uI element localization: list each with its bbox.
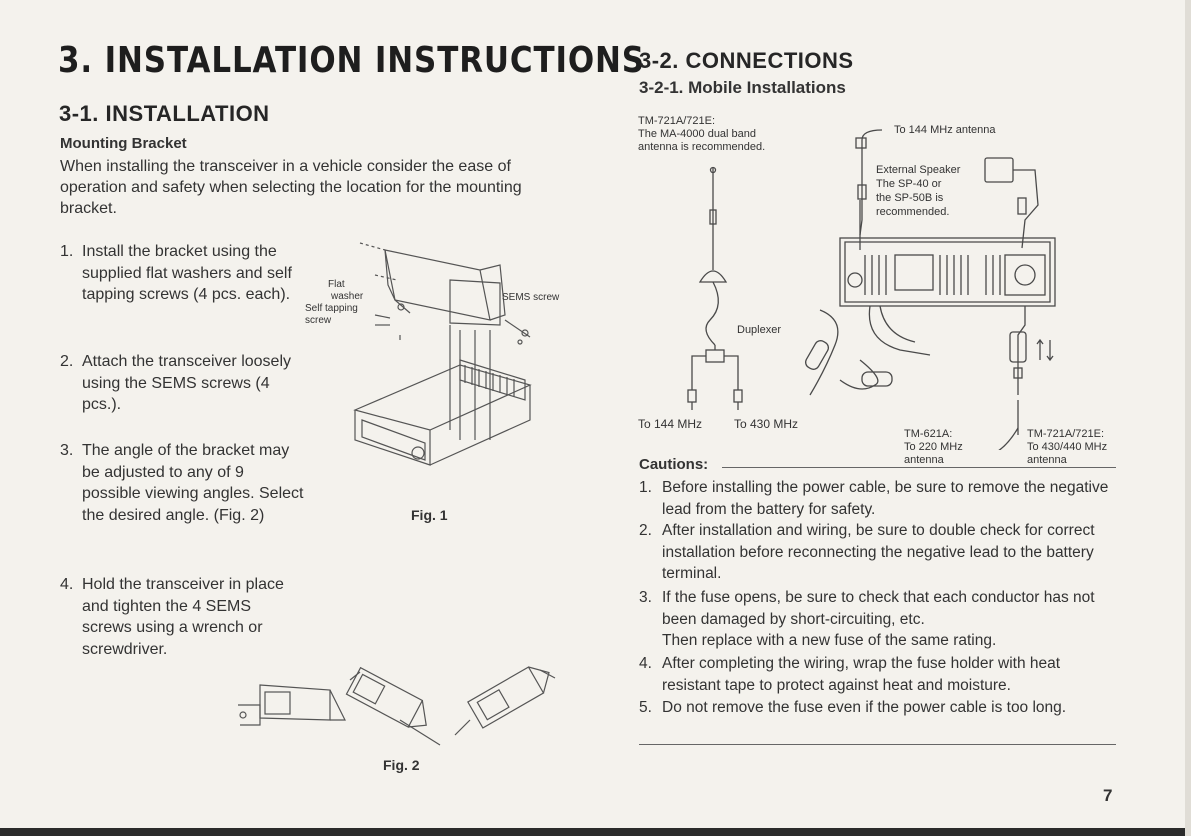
diagram-to144: To 144 MHz xyxy=(638,417,703,431)
diagram-ext-speaker: External Speaker xyxy=(876,164,961,176)
fig2-angle-illustration xyxy=(230,650,570,760)
install-step-2 xyxy=(60,351,305,416)
install-step-4 xyxy=(60,574,305,660)
fig1-caption: Fig. 1 xyxy=(411,507,448,523)
subheading-mounting-bracket: Mounting Bracket xyxy=(60,135,187,152)
diagram-duplexer: Duplexer xyxy=(737,324,782,336)
diagram-ma-line2: antenna is recommended. xyxy=(638,141,766,153)
diagram-tm721-line1: TM-721A/721E: xyxy=(1027,428,1105,440)
caution-item-3 xyxy=(639,587,1119,652)
caution-item-4 xyxy=(639,653,1119,696)
caution-text: If the fuse opens, be sure to check that each conductor has not been damaged by short-circuiting, etc. xyxy=(662,589,1095,628)
caution-text: After completing the wiring, wrap the fuse holder with heat resistant tape to protect against heat and moisture. xyxy=(662,655,1061,694)
step-number: 3. xyxy=(60,442,74,459)
section-heading-connections: 3-2. CONNECTIONS xyxy=(639,48,854,73)
step-number: 4. xyxy=(60,576,74,593)
cautions-rule xyxy=(722,467,1116,468)
diagram-to144-antenna: To 144 MHz antenna xyxy=(894,124,996,136)
diagram-tm721-line3: antenna xyxy=(1027,454,1067,466)
step-number: 1. xyxy=(60,243,74,260)
label-sems-screw: SEMS screw xyxy=(502,292,560,303)
caution-item-5 xyxy=(639,697,1119,719)
cautions-heading: Cautions: xyxy=(639,456,709,473)
intro-paragraph: When installing the transceiver in a vehicle consider the ease of operation and safety when selecting the location for the mounting bracket. xyxy=(60,158,522,217)
label-washer: washer xyxy=(331,291,364,302)
step-text: Attach the transceiver loosely using the SEMS screws (4 pcs.). xyxy=(82,353,291,413)
caution-item-2 xyxy=(639,520,1119,585)
page-title: 3. INSTALLATION INSTRUCTIONS xyxy=(58,40,645,81)
diagram-tm621-line2: To 220 MHz xyxy=(904,441,963,453)
diagram-tm621-line1: TM-621A: xyxy=(904,428,953,440)
caution-text: Before installing the power cable, be sure to remove the negative lead from the battery for safety. xyxy=(662,479,1109,518)
page-number: 7 xyxy=(1103,786,1113,805)
diagram-model-line: TM-721A/721E: xyxy=(638,115,716,127)
page-bottom-edge xyxy=(0,828,1191,836)
diagram-sp-line2: the SP-50B is xyxy=(876,192,944,204)
caution-number: 1. xyxy=(639,479,652,496)
diagram-sp-line1: The SP-40 or xyxy=(876,178,942,190)
diagram-tm721-line2: To 430/440 MHz xyxy=(1027,441,1108,453)
step-number: 2. xyxy=(60,353,74,370)
diagram-to430: To 430 MHz xyxy=(734,417,799,431)
step-text: Hold the transceiver in place and tighten the 4 SEMS screws using a wrench or screwdriver. xyxy=(82,576,284,658)
section-heading-installation: 3-1. INSTALLATION xyxy=(59,101,270,126)
diagram-tm621-line3: antenna xyxy=(904,454,944,466)
step-text: The angle of the bracket may be adjusted to any of 9 possible viewing angles. Select the desired angle. (Fig. 2) xyxy=(82,442,304,524)
fig1-bracket-illustration xyxy=(300,225,600,485)
install-step-3 xyxy=(60,440,305,526)
caution-number: 3. xyxy=(639,589,652,606)
diagram-ma-line1: The MA-4000 dual band xyxy=(638,128,757,140)
connection-diagram xyxy=(630,110,1150,450)
page-right-edge xyxy=(1185,0,1191,836)
cautions-bottom-rule xyxy=(639,744,1116,745)
caution-text: After installation and wiring, be sure to double check for correct installation before reconnecting the negative lead to the battery terminal. xyxy=(662,522,1095,582)
caution-number: 4. xyxy=(639,655,652,672)
caution-text: Do not remove the fuse even if the power cable is too long. xyxy=(662,699,1067,716)
label-self-tapping: Self tapping xyxy=(305,303,358,314)
subheading-mobile-installations: 3-2-1. Mobile Installations xyxy=(639,78,846,97)
caution-text-continued: Then replace with a new fuse of the same rating. xyxy=(662,632,997,649)
step-text: Install the bracket using the supplied flat washers and self tapping screws (4 pcs. each). xyxy=(82,243,292,303)
diagram-sp-line3: recommended. xyxy=(876,206,950,218)
label-screw: screw xyxy=(305,315,332,326)
caution-number: 5. xyxy=(639,699,652,716)
fig2-caption: Fig. 2 xyxy=(383,757,420,773)
caution-item-1 xyxy=(639,477,1119,520)
install-step-1 xyxy=(60,241,305,306)
caution-number: 2. xyxy=(639,522,652,539)
label-flat: Flat xyxy=(328,279,345,290)
